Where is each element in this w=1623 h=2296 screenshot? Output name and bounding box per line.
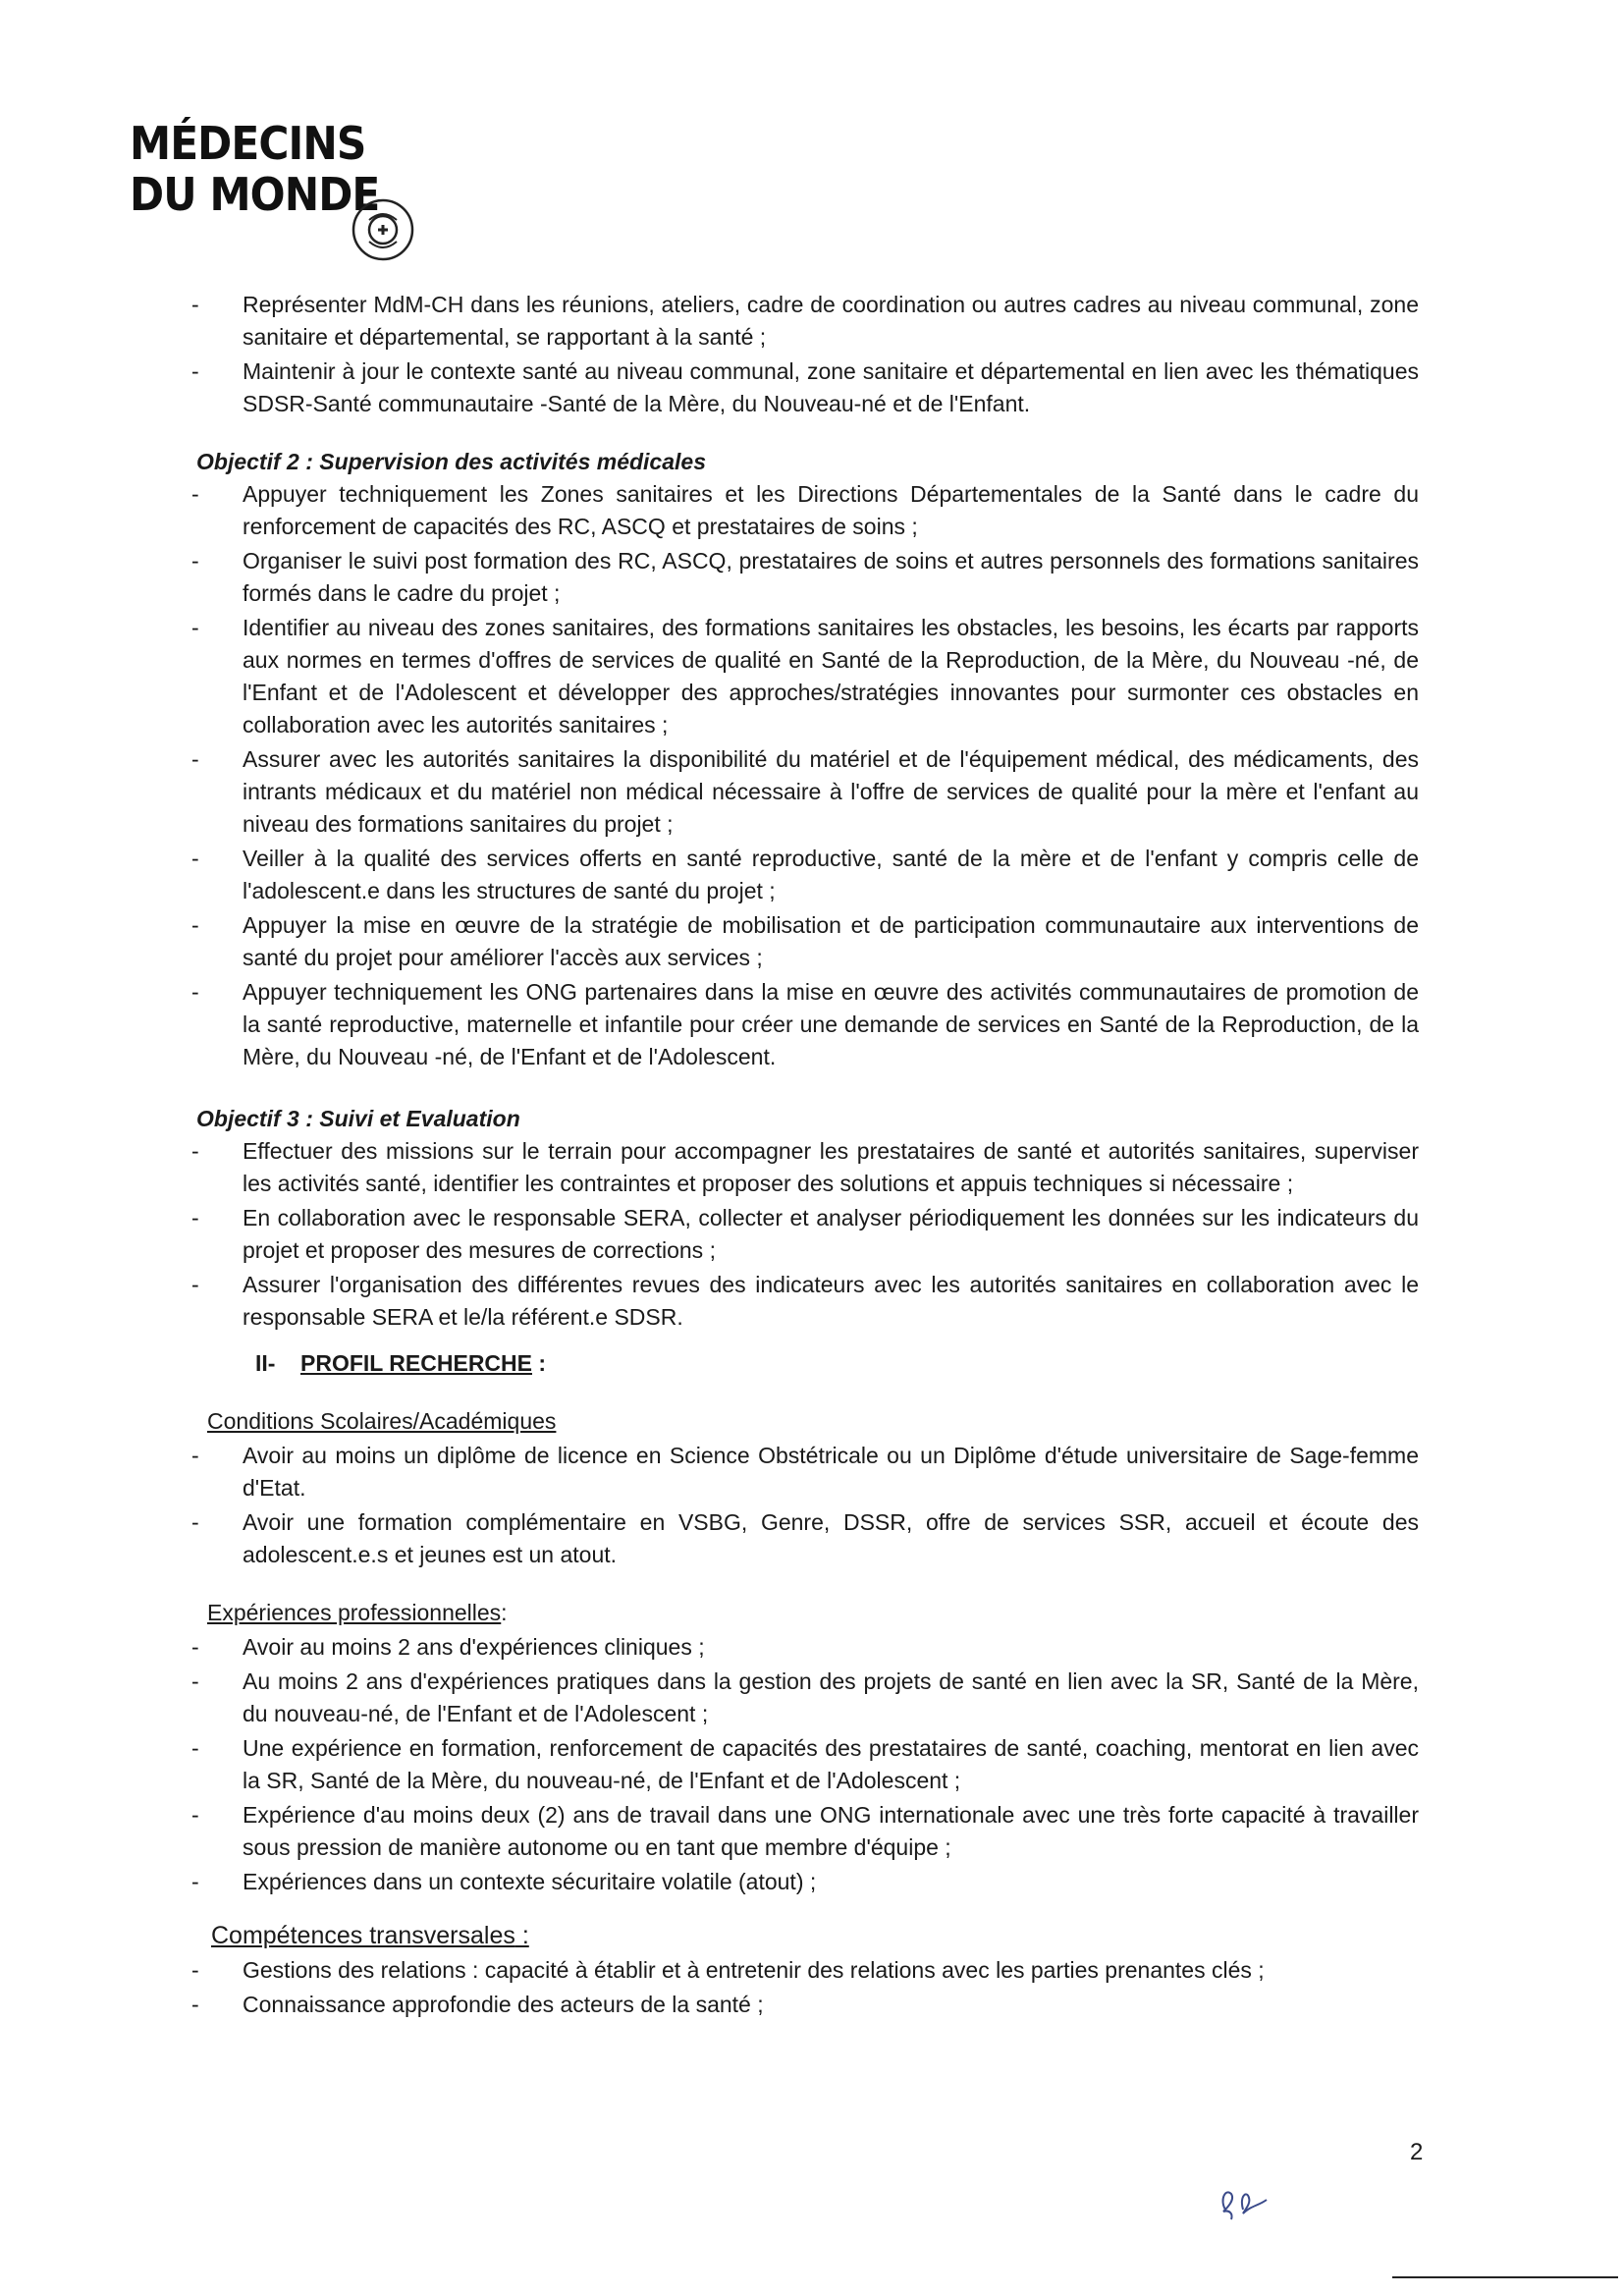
list-item: - Représenter MdM-CH dans les réunions, ateliers, cadre de coordination ou autres cadres au niveau communal, zone sanitaire et départemental, se rapportant à la santé ; — [191, 292, 1419, 350]
list-item: - Gestions des relations : capacité à établir et à entretenir des relations avec les parties prenantes clés ; — [191, 1957, 1265, 1983]
list-item: - Identifier au niveau des zones sanitaires, des formations sanitaires les obstacles, les besoins, les écarts par rapports aux normes en termes d'offres de services de qualité en Santé de la Reproduction, de la Mère, du Nouveau -né, de l'Enfant et de l'Adolescent et développer des approches/stratégies innovantes pour surmonter ces obstacles en collaboration avec les autorités sanitaires ; — [191, 615, 1419, 738]
list-item: - Organiser le suivi post formation des RC, ASCQ, prestataires de soins et autres personnels des formations sanitaires formés dans le cadre du projet ; — [191, 548, 1419, 606]
list-item: - Appuyer techniquement les Zones sanitaires et les Directions Départementales de la Santé dans le cadre du renforcement de capacités des RC, ASCQ et prestataires de soins ; — [191, 481, 1419, 539]
footer-rule — [1392, 2276, 1618, 2278]
section1-list — [191, 289, 1419, 420]
competences-list — [191, 1954, 1419, 2021]
logo-seal-icon — [350, 196, 416, 263]
list-item: - Appuyer techniquement les ONG partenaires dans la mise en œuvre des activités communautaires de promotion de la santé reproductive, maternelle et infantile pour créer une demande de services en Santé de la Reproduction, de la Mère, du Nouveau -né, de l'Enfant et de l'Adolescent. — [191, 979, 1419, 1069]
document-body — [191, 289, 1419, 2023]
list-item: - Connaissance approfondie des acteurs de la santé ; — [191, 1992, 764, 2017]
logo-line-1: MÉDECINS — [130, 117, 366, 170]
list-item: - Une expérience en formation, renforcement de capacités des prestataires de santé, coaching, mentorat en lien avec la SR, Santé de la Mère, du nouveau-né, de l'Enfant et de l'Adolescent ; — [191, 1735, 1419, 1793]
competences-heading: Compétences transversales : — [211, 1922, 529, 1949]
logo-line-2: DU MONDE — [130, 168, 380, 221]
list-item: - Veiller à la qualité des services offerts en santé reproductive, santé de la mère et de l'enfant y compris celle de l'adolescent.e dans les structures de santé du projet ; — [191, 846, 1419, 903]
list-item: - Appuyer la mise en œuvre de la stratégie de mobilisation et de participation communautaire aux interventions de santé du projet pour améliorer l'accès aux services ; — [191, 912, 1419, 970]
list-item: - Assurer avec les autorités sanitaires la disponibilité du matériel et de l'équipement médical, des médicaments, des intrants médicaux et du matériel non médical nécessaire à l'offre de services de qualité pour la mère et l'enfant au niveau des formations sanitaires du projet ; — [191, 746, 1419, 837]
profil-title: PROFIL RECHERCHE — [300, 1350, 532, 1376]
list-item: - Avoir au moins un diplôme de licence en Science Obstétricale ou un Diplôme d'étude universitaire de Sage-femme d'Etat. — [191, 1443, 1419, 1501]
list-item: - Effectuer des missions sur le terrain pour accompagner les prestataires de santé et autorités sanitaires, superviser les activités santé, identifier les contraintes et proposer des solutions et appuis techniques si nécessaire ; — [191, 1138, 1419, 1196]
profil-heading — [255, 1347, 1419, 1380]
page-number: 2 — [1410, 2139, 1424, 2165]
list-item: - Maintenir à jour le contexte santé au niveau communal, zone sanitaire et départemental en lien avec les thématiques SDSR-Santé communautaire -Santé de la Mère, du Nouveau-né et de l'Enfant. — [191, 358, 1419, 416]
handwritten-initials-icon — [1216, 2180, 1284, 2223]
profil-number: II- — [255, 1350, 276, 1376]
experiences-heading: Expériences professionnelles: — [207, 1600, 508, 1625]
objective2-list — [191, 478, 1419, 1073]
list-item: - Au moins 2 ans d'expériences pratiques dans la gestion des projets de santé en lien avec la SR, Santé de la Mère, du nouveau-né, de l'Enfant et de l'Adolescent ; — [191, 1668, 1419, 1726]
list-item: - Expériences dans un contexte sécuritaire volatile (atout) ; — [191, 1869, 817, 1894]
list-item: - Avoir au moins 2 ans d'expériences cliniques ; — [191, 1634, 705, 1660]
list-item: - En collaboration avec le responsable SERA, collecter et analyser périodiquement les données sur les indicateurs du projet et proposer des mesures de corrections ; — [191, 1205, 1419, 1263]
objective2-heading: Objectif 2 : Supervision des activités médicales — [196, 449, 706, 474]
mdm-logo — [130, 118, 424, 265]
list-item: - Avoir une formation complémentaire en VSBG, Genre, DSSR, offre de services SSR, accueil et écoute des adolescent.e.s et jeunes est un atout. — [191, 1509, 1419, 1567]
profil-suffix: : — [532, 1350, 547, 1376]
list-item: - Expérience d'au moins deux (2) ans de travail dans une ONG internationale avec une très forte capacité à travailler sous pression de manière autonome ou en tant que membre d'équipe ; — [191, 1802, 1419, 1860]
list-item: - Assurer l'organisation des différentes revues des indicateurs avec les autorités sanitaires en collaboration avec le responsable SERA et le/la référent.e SDSR. — [191, 1272, 1419, 1330]
objective3-heading: Objectif 3 : Suivi et Evaluation — [196, 1106, 520, 1131]
experiences-list — [191, 1631, 1419, 1898]
objective3-list — [191, 1135, 1419, 1334]
conditions-list — [191, 1440, 1419, 1571]
conditions-heading: Conditions Scolaires/Académiques — [207, 1408, 557, 1434]
